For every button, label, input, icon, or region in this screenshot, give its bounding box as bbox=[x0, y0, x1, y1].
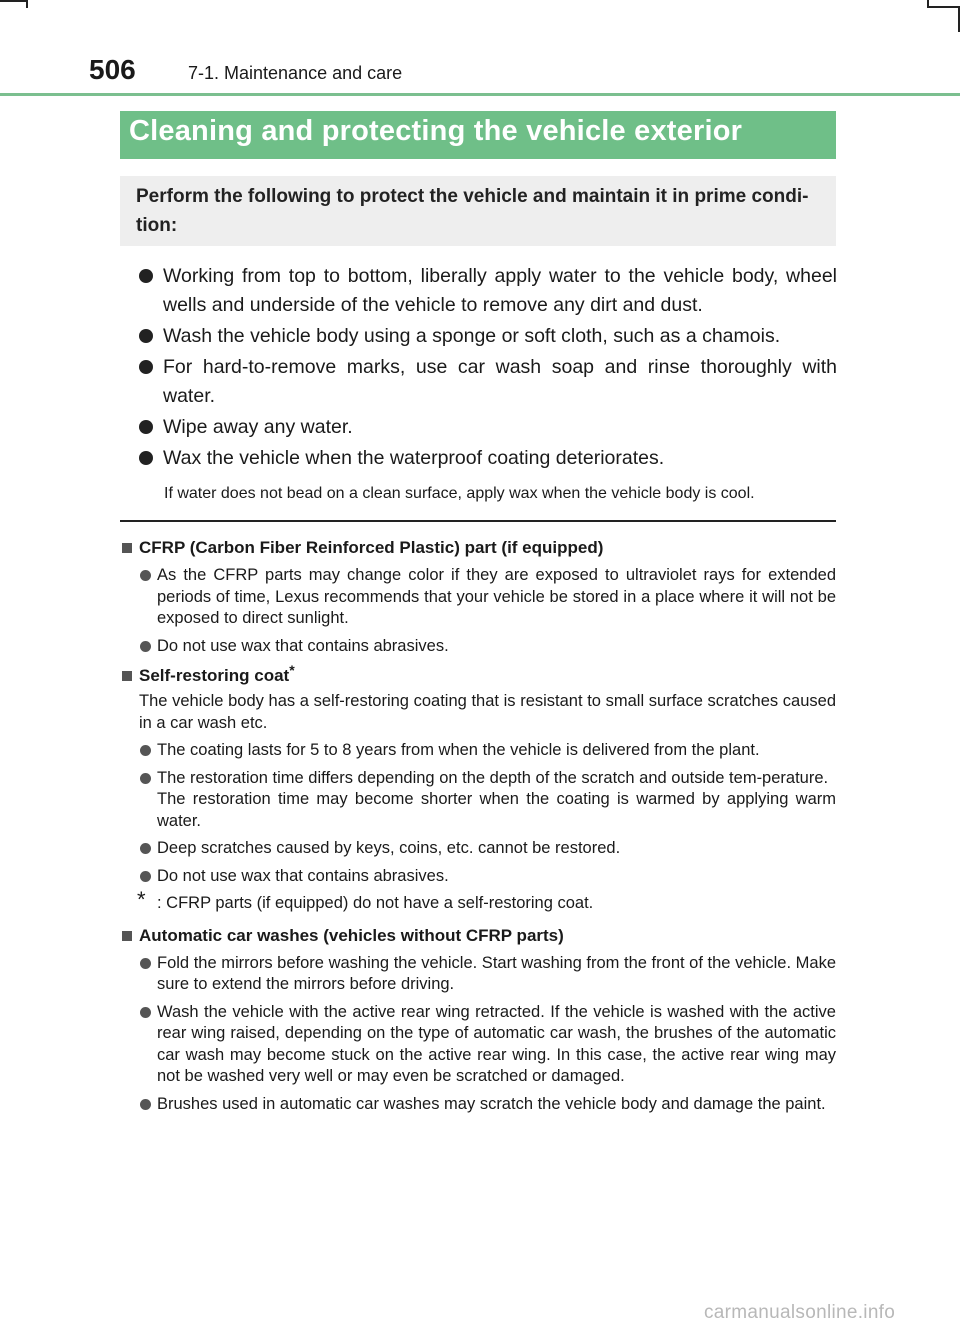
square-bullet-icon bbox=[122, 931, 132, 941]
crop-mark-top-right-horizontal bbox=[927, 6, 960, 8]
header-rule bbox=[0, 93, 960, 96]
details-section bbox=[122, 531, 836, 1121]
page-number: 506 bbox=[89, 54, 136, 85]
cfrp-heading: CFRP (Carbon Fiber Reinforced Plastic) part (if equipped) bbox=[122, 535, 836, 561]
chapter-title: 7-1. Maintenance and care bbox=[188, 63, 403, 83]
intro-box: Perform the following to protect the vehicle and maintain it in prime condi-tion: bbox=[120, 176, 836, 246]
section-divider bbox=[120, 520, 836, 522]
list-item: Wipe away any water. bbox=[137, 413, 837, 442]
list-item: Wax the vehicle when the waterproof coating deteriorates. bbox=[137, 444, 837, 473]
bullet-icon bbox=[140, 958, 151, 969]
list-item: Do not use wax that contains abrasives. bbox=[122, 636, 836, 658]
bullet-icon bbox=[139, 360, 153, 374]
watermark[interactable]: carmanualsonline.info bbox=[704, 1302, 896, 1323]
bullet-icon bbox=[140, 1007, 151, 1018]
bullet-icon bbox=[140, 641, 151, 652]
wax-note: If water does not bead on a clean surface, apply wax when the vehicle body is cool. bbox=[164, 485, 755, 502]
footnote-mark: * bbox=[289, 662, 295, 678]
self-restoring-heading: Self-restoring coat* bbox=[122, 663, 836, 689]
list-item: For hard-to-remove marks, use car wash soap and rinse thoroughly with water. bbox=[137, 353, 837, 411]
bullet-icon bbox=[139, 420, 153, 434]
list-item: Working from top to bottom, liberally apply water to the vehicle body, wheel wells and underside of the vehicle to remove any dirt and dust. bbox=[137, 262, 837, 320]
bullet-icon bbox=[140, 1099, 151, 1110]
bullet-icon bbox=[140, 773, 151, 784]
bullet-icon bbox=[140, 871, 151, 882]
section-title: Cleaning and protecting the vehicle exterior bbox=[120, 111, 836, 159]
bullet-icon bbox=[139, 451, 153, 465]
list-item: The restoration time differs depending on the depth of the scratch and outside tem-perature. The restoration time may become shorter when the coating is warmed by applying warm water. bbox=[122, 768, 836, 833]
footnote: * : CFRP parts (if equipped) do not have a self-restoring coat. bbox=[137, 887, 594, 912]
bullet-icon bbox=[140, 745, 151, 756]
asterisk-mark: * bbox=[137, 887, 146, 912]
list-item: Deep scratches caused by keys, coins, etc. cannot be restored. bbox=[122, 838, 836, 860]
list-item: Brushes used in automatic car washes may scratch the vehicle body and damage the paint. bbox=[122, 1094, 836, 1116]
list-item: Do not use wax that contains abrasives. bbox=[122, 866, 836, 888]
list-item: The coating lasts for 5 to 8 years from when the vehicle is delivered from the plant. bbox=[122, 740, 836, 762]
car-wash-heading: Automatic car washes (vehicles without CFRP parts) bbox=[122, 923, 836, 949]
bullet-icon bbox=[139, 329, 153, 343]
crop-mark-top-left-vertical bbox=[26, 0, 28, 8]
list-item: Wash the vehicle with the active rear wing retracted. If the vehicle is washed with the active rear wing raised, depending on the type of automatic car wash, the brushes of the automatic car wash may become stuck on the active rear wing. In this case, the active rear wing may not be washed very well or may even be scratched or damaged. bbox=[122, 1002, 836, 1088]
list-item: Wash the vehicle body using a sponge or soft cloth, such as a chamois. bbox=[137, 322, 837, 351]
self-restoring-description: The vehicle body has a self-restoring coating that is resistant to small surface scratches caused in a car wash etc. bbox=[139, 692, 836, 732]
main-steps-list bbox=[137, 262, 837, 475]
list-item: As the CFRP parts may change color if they are exposed to ultraviolet rays for extended periods of time, Lexus recommends that your vehicle be stored in a place where it will not be exposed to direct sunlight. bbox=[122, 565, 836, 630]
bullet-icon bbox=[139, 269, 153, 283]
crop-mark-top-left bbox=[0, 0, 28, 2]
square-bullet-icon bbox=[122, 543, 132, 553]
square-bullet-icon bbox=[122, 671, 132, 681]
bullet-icon bbox=[140, 570, 151, 581]
bullet-icon bbox=[140, 843, 151, 854]
list-item: Fold the mirrors before washing the vehicle. Start washing from the front of the vehicle. Make sure to extend the mirrors before driving. bbox=[122, 953, 836, 996]
